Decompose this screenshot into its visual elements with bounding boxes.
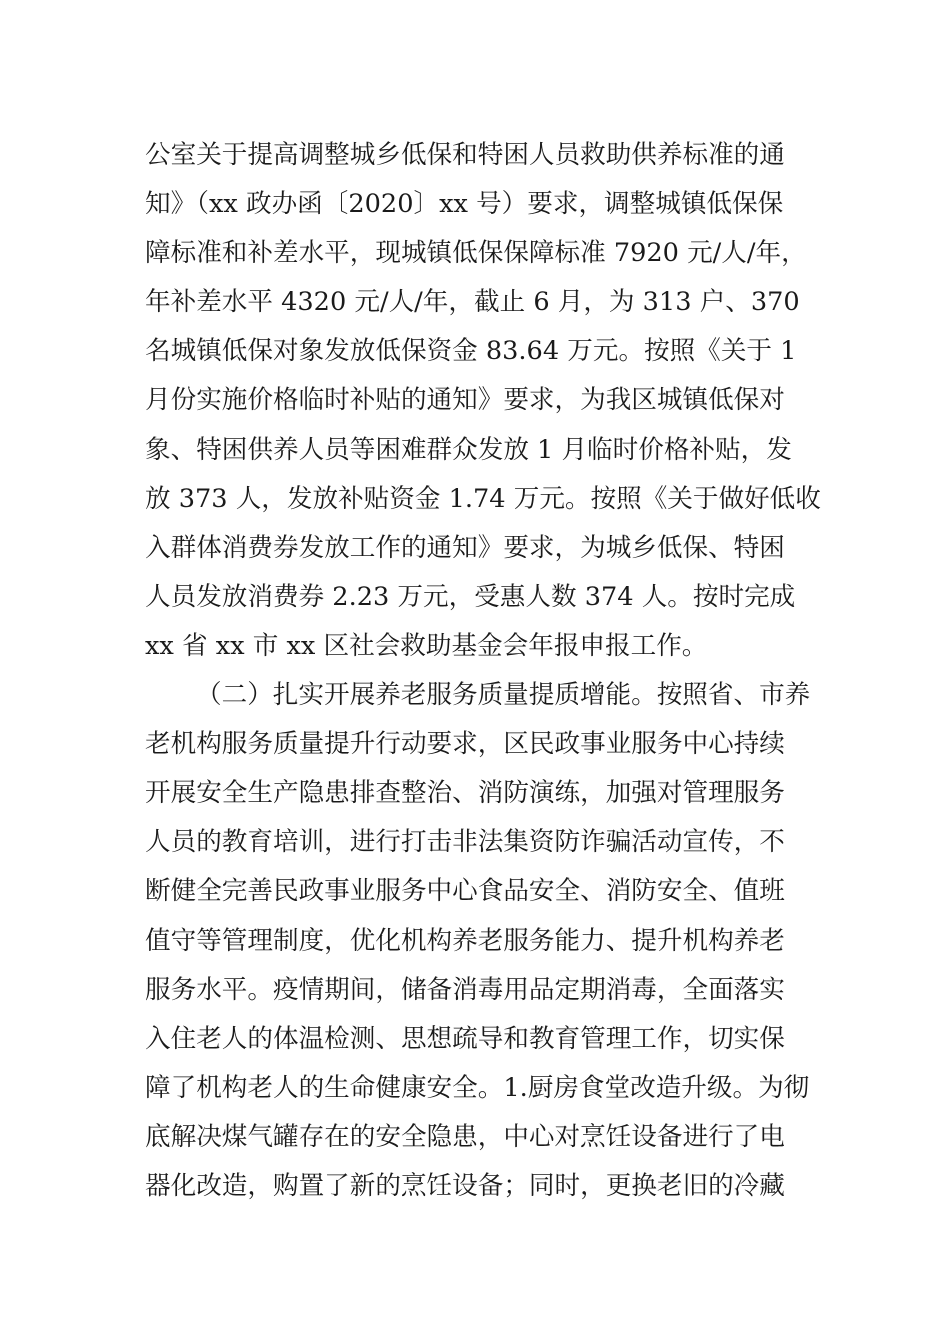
text-line: 名城镇低保对象发放低保资金 83.64 万元。按照《关于 1 [145,336,797,367]
text-line: xx 省 xx 市 xx 区社会救助基金会年报申报工作。 [145,630,708,661]
text-line: 入群体消费券发放工作的通知》要求，为城乡低保、特困 [145,532,785,563]
text-line: 年补差水平 4320 元/人/年，截止 6 月，为 313 户、370 [145,287,800,318]
text-line: 器化改造，购置了新的烹饪设备；同时，更换老旧的冷藏 [145,1170,785,1201]
text-line: 障标准和补差水平，现城镇低保保障标准 7920 元/人/年， [145,238,807,269]
section-heading-line: （二）扎实开展养老服务质量提质增能。按照省、市养 [196,680,811,711]
text-line: 断健全完善民政事业服务中心食品安全、消防安全、值班 [145,876,785,907]
text-line: 障了机构老人的生命健康安全。1.厨房食堂改造升级。为彻 [145,1072,810,1103]
body-text [145,131,821,1211]
text-line: 入住老人的体温检测、思想疏导和教育管理工作，切实保 [145,1023,785,1054]
text-line: 值守等管理制度，优化机构养老服务能力、提升机构养老 [145,925,785,956]
text-line: 放 373 人，发放补贴资金 1.74 万元。按照《关于做好低收 [145,483,821,514]
text-line: 底解决煤气罐存在的安全隐患，中心对烹饪设备进行了电 [145,1121,785,1152]
text-line: 人员的教育培训，进行打击非法集资防诈骗活动宣传，不 [145,827,785,858]
text-line: 服务水平。疫情期间，储备消毒用品定期消毒，全面落实 [145,974,785,1005]
text-line: 知》（xx 政办函〔2020〕xx 号）要求，调整城镇低保保 [145,189,784,220]
text-line: 公室关于提高调整城乡低保和特困人员救助供养标准的通 [145,140,785,170]
text-line: 象、特困供养人员等困难群众发放 1 月临时价格补贴，发 [145,434,792,465]
text-line: 老机构服务质量提升行动要求，区民政事业服务中心持续 [145,729,785,760]
text-line: 人员发放消费券 2.23 万元，受惠人数 374 人。按时完成 [145,581,796,612]
text-line: 开展安全生产隐患排查整治、消防演练，加强对管理服务 [145,778,785,809]
text-line: 月份实施价格临时补贴的通知》要求，为我区城镇低保对 [145,385,785,416]
